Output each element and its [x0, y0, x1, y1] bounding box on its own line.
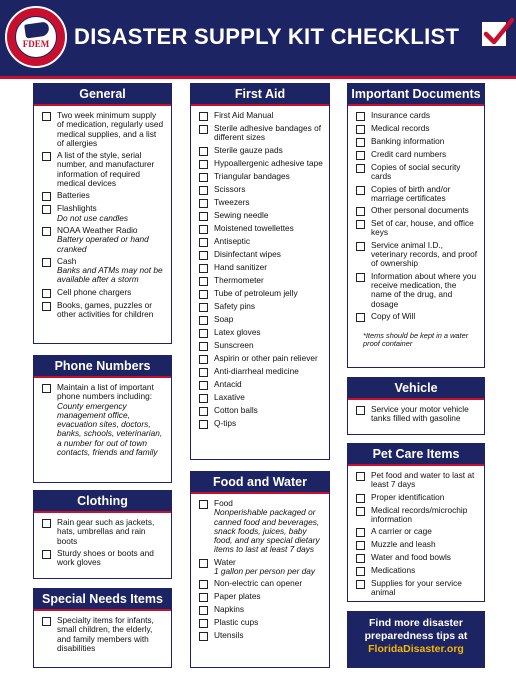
- item-label: Copies of birth and/or marriage certificates: [371, 183, 451, 203]
- florida-state-icon: [24, 21, 50, 38]
- item-label: Cotton balls: [214, 404, 258, 415]
- item-label: Information about where you receive medication, the name of the drug, and dosage: [371, 270, 477, 309]
- checkbox[interactable]: [356, 313, 365, 322]
- item-text: [57, 204, 128, 223]
- checklist-item: [199, 605, 323, 615]
- checkbox[interactable]: [199, 368, 208, 377]
- checklist-item: [199, 198, 323, 208]
- section-vehicle: [347, 377, 485, 435]
- item-text: [371, 471, 478, 490]
- item-list: [348, 466, 484, 604]
- item-text: [57, 288, 131, 297]
- item-text: [371, 405, 478, 424]
- section-title: Pet Care Items: [348, 444, 484, 466]
- checkbox[interactable]: [356, 207, 365, 216]
- checkbox[interactable]: [199, 160, 208, 169]
- documents-note: *Items should be kept in a water proof container: [363, 330, 469, 349]
- item-subtext: 1 gallon per person per day: [214, 566, 316, 577]
- checklist-item: [199, 328, 323, 338]
- item-label: Proper identification: [371, 491, 445, 502]
- item-label: Hypoallergenic adhesive tape: [214, 157, 323, 168]
- item-text: [214, 328, 261, 337]
- checkbox[interactable]: [199, 264, 208, 273]
- checklist-item: [356, 566, 478, 576]
- item-list: [348, 106, 484, 328]
- item-label: Copies of social security cards: [371, 162, 461, 182]
- checkbox[interactable]: [199, 225, 208, 234]
- checkbox[interactable]: [356, 273, 365, 282]
- checklist-item: [356, 506, 478, 525]
- checklist-item: [199, 631, 323, 641]
- checkbox[interactable]: [199, 632, 208, 641]
- item-label: Sewing needle: [214, 209, 269, 220]
- item-text: [214, 111, 273, 120]
- item-label: Q-tips: [214, 417, 237, 428]
- item-label: NOAA Weather Radio: [57, 224, 138, 235]
- item-label: Utensils: [214, 630, 244, 641]
- item-label: Batteries: [57, 190, 90, 201]
- checklist-item: [199, 211, 323, 221]
- item-label: Medications: [371, 565, 416, 576]
- item-label: Muzzle and leash: [371, 539, 436, 550]
- checkbox[interactable]: [199, 500, 208, 509]
- checkbox[interactable]: [199, 277, 208, 286]
- item-label: Specialty items for infants, small children, the elderly, and family members with disabilities: [57, 615, 154, 653]
- checklist-item: [42, 257, 165, 285]
- section-title: Special Needs Items: [34, 589, 171, 611]
- checkbox[interactable]: [199, 580, 208, 589]
- checklist-item: [356, 493, 478, 503]
- item-label: Set of car, house, and office keys: [371, 218, 474, 238]
- checkbox[interactable]: [199, 619, 208, 628]
- item-text: [57, 616, 165, 653]
- checkbox[interactable]: [199, 199, 208, 208]
- item-text: [214, 406, 258, 415]
- checkbox[interactable]: [356, 242, 365, 251]
- item-text: [371, 540, 436, 549]
- item-text: [371, 527, 432, 536]
- checklist-item: [356, 312, 478, 322]
- item-label: A carrier or cage: [371, 526, 432, 537]
- item-label: Scissors: [214, 183, 246, 194]
- item-label: Service animal I.D., veterinary records, and proof of ownership: [371, 239, 478, 269]
- checklist-item: [199, 289, 323, 299]
- item-label: Rain gear such as jackets, hats, umbrellas and rain boots: [57, 517, 155, 546]
- checklist-item: [199, 276, 323, 286]
- checkbox[interactable]: [42, 384, 51, 393]
- item-text: [214, 185, 245, 194]
- checkbox[interactable]: [356, 406, 365, 415]
- checkbox[interactable]: [42, 289, 51, 298]
- checklist-item: [356, 405, 478, 424]
- item-text: [371, 163, 478, 182]
- item-text: [371, 206, 469, 215]
- item-text: [214, 198, 250, 207]
- checklist-item: [199, 172, 323, 182]
- section-title: Food and Water: [191, 472, 329, 494]
- checkbox[interactable]: [199, 355, 208, 364]
- item-label: Medical records/microchip information: [371, 504, 468, 524]
- item-text: [214, 159, 323, 168]
- item-list: [191, 106, 329, 435]
- item-subtext: Battery operated or hand cranked: [57, 234, 149, 254]
- item-text: [214, 289, 298, 298]
- checkbox[interactable]: [356, 554, 365, 563]
- item-text: [214, 618, 258, 627]
- checkbox[interactable]: [199, 420, 208, 429]
- checklist-item: [42, 151, 165, 188]
- page-title: DISASTER SUPPLY KIT CHECKLIST: [74, 24, 460, 49]
- item-label: Plastic cups: [214, 617, 259, 628]
- item-list: [34, 513, 171, 573]
- item-text: [57, 111, 165, 148]
- item-label: Water: [214, 556, 236, 567]
- section-special-needs: [33, 588, 172, 668]
- item-label: Non-electric can opener: [214, 578, 303, 589]
- item-text: [57, 257, 165, 285]
- section-pet-care: [347, 443, 485, 602]
- section-clothing: [33, 490, 172, 579]
- item-label: Cash: [57, 255, 77, 266]
- checklist-item: [42, 518, 165, 546]
- item-label: Other personal documents: [371, 205, 469, 216]
- item-label: Food: [214, 498, 233, 508]
- checkbox[interactable]: [42, 152, 51, 161]
- checkbox[interactable]: [199, 303, 208, 312]
- section-title: Phone Numbers: [34, 356, 171, 378]
- section-title: General: [34, 84, 171, 106]
- section-phone-numbers: [33, 355, 172, 483]
- checklist-item: [199, 185, 323, 195]
- checkbox[interactable]: [42, 302, 51, 311]
- checklist-item: [356, 219, 478, 238]
- item-text: [371, 493, 444, 502]
- checklist-item: [356, 206, 478, 216]
- checkbox[interactable]: [356, 138, 365, 147]
- item-text: [214, 276, 264, 285]
- item-label: Safety pins: [214, 300, 256, 311]
- checklist-item: [199, 419, 323, 429]
- checklist-item: [42, 301, 165, 320]
- item-text: [214, 499, 323, 555]
- checklist-item: [199, 146, 323, 156]
- fdem-seal-logo: [5, 6, 67, 68]
- item-label: Sturdy shoes or boots and work gloves: [57, 547, 154, 568]
- florida-disaster-link[interactable]: FloridaDisaster.org: [368, 643, 464, 655]
- item-label: First Aid Manual: [214, 110, 274, 120]
- checkbox[interactable]: [199, 394, 208, 403]
- checklist-item: [199, 592, 323, 602]
- checkbox[interactable]: [199, 342, 208, 351]
- checkbox[interactable]: [199, 290, 208, 299]
- item-label: Napkins: [214, 604, 244, 615]
- item-list: [34, 106, 171, 325]
- item-text: [371, 272, 478, 309]
- item-text: [57, 383, 165, 457]
- item-text: [214, 237, 250, 246]
- checkbox[interactable]: [356, 151, 365, 160]
- item-label: Maintain a list of important phone numbers including:: [57, 382, 154, 402]
- item-label: Tube of petroleum jelly: [214, 287, 298, 298]
- checkbox[interactable]: [356, 528, 365, 537]
- item-label: Supplies for your service animal: [371, 578, 462, 598]
- item-text: [57, 151, 165, 188]
- item-list: [191, 494, 329, 647]
- item-label: Banking information: [371, 136, 445, 146]
- item-label: Tweezers: [214, 196, 250, 207]
- section-title: Vehicle: [348, 378, 484, 400]
- checkbox[interactable]: [199, 251, 208, 260]
- item-text: [214, 419, 236, 428]
- item-label: Sterile adhesive bandages of different sizes: [214, 123, 322, 143]
- item-subtext: Do not use candles: [57, 212, 129, 223]
- item-text: [371, 241, 478, 269]
- section-title: Important Documents: [348, 84, 484, 106]
- checklist-item: [356, 137, 478, 147]
- checklist-item: [199, 579, 323, 589]
- checklist-item: [199, 393, 323, 403]
- section-food-water: [190, 471, 330, 668]
- item-list: [348, 400, 484, 430]
- checkbox[interactable]: [42, 192, 51, 201]
- item-text: [371, 150, 446, 159]
- item-subtext: Banks and ATMs may not be available after a storm: [57, 265, 163, 285]
- checklist-item: [199, 315, 323, 325]
- item-text: [371, 506, 478, 525]
- checkbox[interactable]: [356, 220, 365, 229]
- item-label: Paper plates: [214, 591, 261, 602]
- seal-inner: [15, 16, 57, 58]
- item-text: [214, 579, 302, 588]
- checkbox[interactable]: [356, 472, 365, 481]
- checklist-item: [199, 302, 323, 312]
- item-text: [371, 124, 430, 133]
- section-title: First Aid: [191, 84, 329, 106]
- item-label: Triangular bandages: [214, 170, 290, 181]
- section-title: Clothing: [34, 491, 171, 513]
- item-label: Pet food and water to last at least 7 days: [371, 470, 475, 490]
- item-text: [214, 172, 290, 181]
- item-text: [371, 219, 478, 238]
- item-subtext: Nonperishable packaged or canned food and beverages, snack foods, juices, baby food, and any special dietary items to last at least 7 days: [214, 507, 320, 555]
- checklist-item: [42, 549, 165, 568]
- section-first-aid: [190, 83, 330, 460]
- checkbox[interactable]: [42, 258, 51, 267]
- item-label: Books, games, puzzles or other activities for children: [57, 299, 154, 320]
- item-text: [214, 224, 294, 233]
- item-label: Moistened towellettes: [214, 222, 294, 233]
- checkbox[interactable]: [356, 494, 365, 503]
- checkbox[interactable]: [356, 164, 365, 173]
- item-list: [34, 611, 171, 659]
- checklist-item: [199, 263, 323, 273]
- item-text: [214, 605, 244, 614]
- checklist-item: [42, 111, 165, 148]
- item-text: [214, 302, 255, 311]
- item-text: [214, 367, 299, 376]
- item-text: [371, 553, 451, 562]
- item-text: [371, 579, 478, 598]
- checklist-item: [356, 272, 478, 309]
- item-label: Flashlights: [57, 203, 97, 214]
- item-label: Disinfectant wipes: [214, 248, 281, 259]
- item-label: Thermometer: [214, 274, 264, 285]
- item-text: [214, 146, 283, 155]
- checklist-item: [42, 288, 165, 298]
- checkbox[interactable]: [42, 550, 51, 559]
- checkbox[interactable]: [199, 381, 208, 390]
- item-text: [371, 137, 444, 146]
- item-text: [371, 312, 415, 321]
- checklist-item: [199, 406, 323, 416]
- checkbox[interactable]: [199, 407, 208, 416]
- item-label: Insurance cards: [371, 110, 431, 120]
- checklist-item: [199, 499, 323, 555]
- title-checkbox-icon: [480, 20, 508, 48]
- item-label: Sterile gauze pads: [214, 144, 283, 155]
- checklist-item: [199, 341, 323, 351]
- checkbox[interactable]: [356, 112, 365, 121]
- page-header: [0, 0, 516, 79]
- item-text: [214, 393, 245, 402]
- checkbox[interactable]: [42, 205, 51, 214]
- checklist-item: [199, 159, 323, 169]
- checklist-item: [199, 124, 323, 143]
- checklist-item: [356, 579, 478, 598]
- item-label: Cell phone chargers: [57, 286, 132, 297]
- checklist-item: [356, 241, 478, 269]
- section-general: [33, 83, 172, 344]
- checkbox[interactable]: [199, 559, 208, 568]
- checklist-item: [42, 191, 165, 201]
- checkbox[interactable]: [356, 580, 365, 589]
- checklist-item: [199, 354, 323, 364]
- item-text: [371, 185, 478, 204]
- checkbox[interactable]: [199, 147, 208, 156]
- checklist-item: [356, 111, 478, 121]
- checkbox[interactable]: [356, 567, 365, 576]
- checklist-item: [199, 224, 323, 234]
- checklist-item: [199, 618, 323, 628]
- item-label: Latex gloves: [214, 326, 261, 337]
- checklist-item: [199, 380, 323, 390]
- checkbox[interactable]: [199, 593, 208, 602]
- checkbox[interactable]: [42, 519, 51, 528]
- checklist-item: [356, 124, 478, 134]
- section-important-documents: [347, 83, 485, 368]
- item-text: [57, 226, 165, 254]
- item-label: Water and food bowls: [371, 552, 451, 563]
- item-text: [214, 250, 281, 259]
- item-list: [34, 378, 171, 463]
- item-text: [214, 341, 254, 350]
- checkbox[interactable]: [199, 173, 208, 182]
- checkbox[interactable]: [199, 238, 208, 247]
- checklist-item: [42, 616, 165, 653]
- checkmark-icon: [482, 16, 514, 48]
- checklist-item: [356, 540, 478, 550]
- checklist-item: [42, 204, 165, 223]
- item-label: Soap: [214, 313, 234, 324]
- item-text: [57, 549, 165, 568]
- item-subtext: County emergency management office, evacuation sites, doctors, banks, schools, veterinarian, a number for out of town contacts, friends and family: [57, 400, 163, 458]
- item-text: [214, 631, 244, 640]
- item-text: [214, 558, 315, 577]
- checklist-item: [356, 150, 478, 160]
- item-label: Aspirin or other pain reliever: [214, 352, 318, 363]
- promo-line-1: Find more disaster: [369, 617, 463, 629]
- checklist-item: [356, 527, 478, 537]
- item-text: [214, 263, 267, 272]
- checkbox[interactable]: [199, 125, 208, 134]
- promo-box: [347, 611, 485, 668]
- checkbox[interactable]: [42, 617, 51, 626]
- item-label: Copy of Will: [371, 310, 416, 321]
- item-text: [214, 354, 318, 363]
- item-label: Hand sanitizer: [214, 261, 268, 272]
- checklist-item: [42, 226, 165, 254]
- item-label: Service your motor vehicle tanks filled with gasoline: [371, 404, 469, 424]
- item-label: Antiseptic: [214, 235, 250, 246]
- checklist-item: [356, 185, 478, 204]
- item-text: [57, 301, 165, 320]
- checkbox[interactable]: [199, 212, 208, 221]
- checklist-item: [199, 111, 323, 121]
- checklist-item: [199, 558, 323, 577]
- checkbox[interactable]: [199, 316, 208, 325]
- checkbox[interactable]: [356, 541, 365, 550]
- checklist-item: [42, 383, 165, 457]
- checklist-item: [199, 367, 323, 377]
- promo-line-2: preparedness tips at: [364, 630, 468, 642]
- checklist-item: [199, 237, 323, 247]
- seal-text: FDEM: [22, 39, 50, 49]
- checklist-item: [356, 163, 478, 182]
- checkbox[interactable]: [199, 606, 208, 615]
- item-text: [214, 315, 233, 324]
- checklist-item: [356, 553, 478, 563]
- checkbox[interactable]: [356, 186, 365, 195]
- item-label: Laxative: [214, 391, 245, 402]
- item-text: [371, 566, 415, 575]
- item-label: Two week minimum supply of medication, regularly used medical supplies, and a list of allergies: [57, 110, 164, 148]
- checkbox[interactable]: [199, 112, 208, 121]
- checkbox[interactable]: [356, 507, 365, 516]
- checklist-item: [199, 250, 323, 260]
- item-text: [214, 592, 261, 601]
- checkbox[interactable]: [42, 227, 51, 236]
- item-label: Credit card numbers: [371, 149, 447, 159]
- checkbox[interactable]: [199, 329, 208, 338]
- checkbox[interactable]: [356, 125, 365, 134]
- item-text: [57, 518, 165, 546]
- item-text: [214, 124, 323, 143]
- checkbox[interactable]: [42, 112, 51, 121]
- item-text: [214, 211, 268, 220]
- item-label: Antacid: [214, 378, 242, 389]
- checklist-item: [356, 471, 478, 490]
- item-text: [57, 191, 90, 200]
- checkbox[interactable]: [199, 186, 208, 195]
- item-label: A list of the style, serial number, and manufacturer information of required medical devices: [57, 150, 155, 189]
- item-label: Anti-diarrheal medicine: [214, 365, 299, 376]
- item-label: Medical records: [371, 123, 430, 133]
- item-text: [214, 380, 242, 389]
- item-label: Sunscreen: [214, 339, 254, 350]
- item-text: [371, 111, 430, 120]
